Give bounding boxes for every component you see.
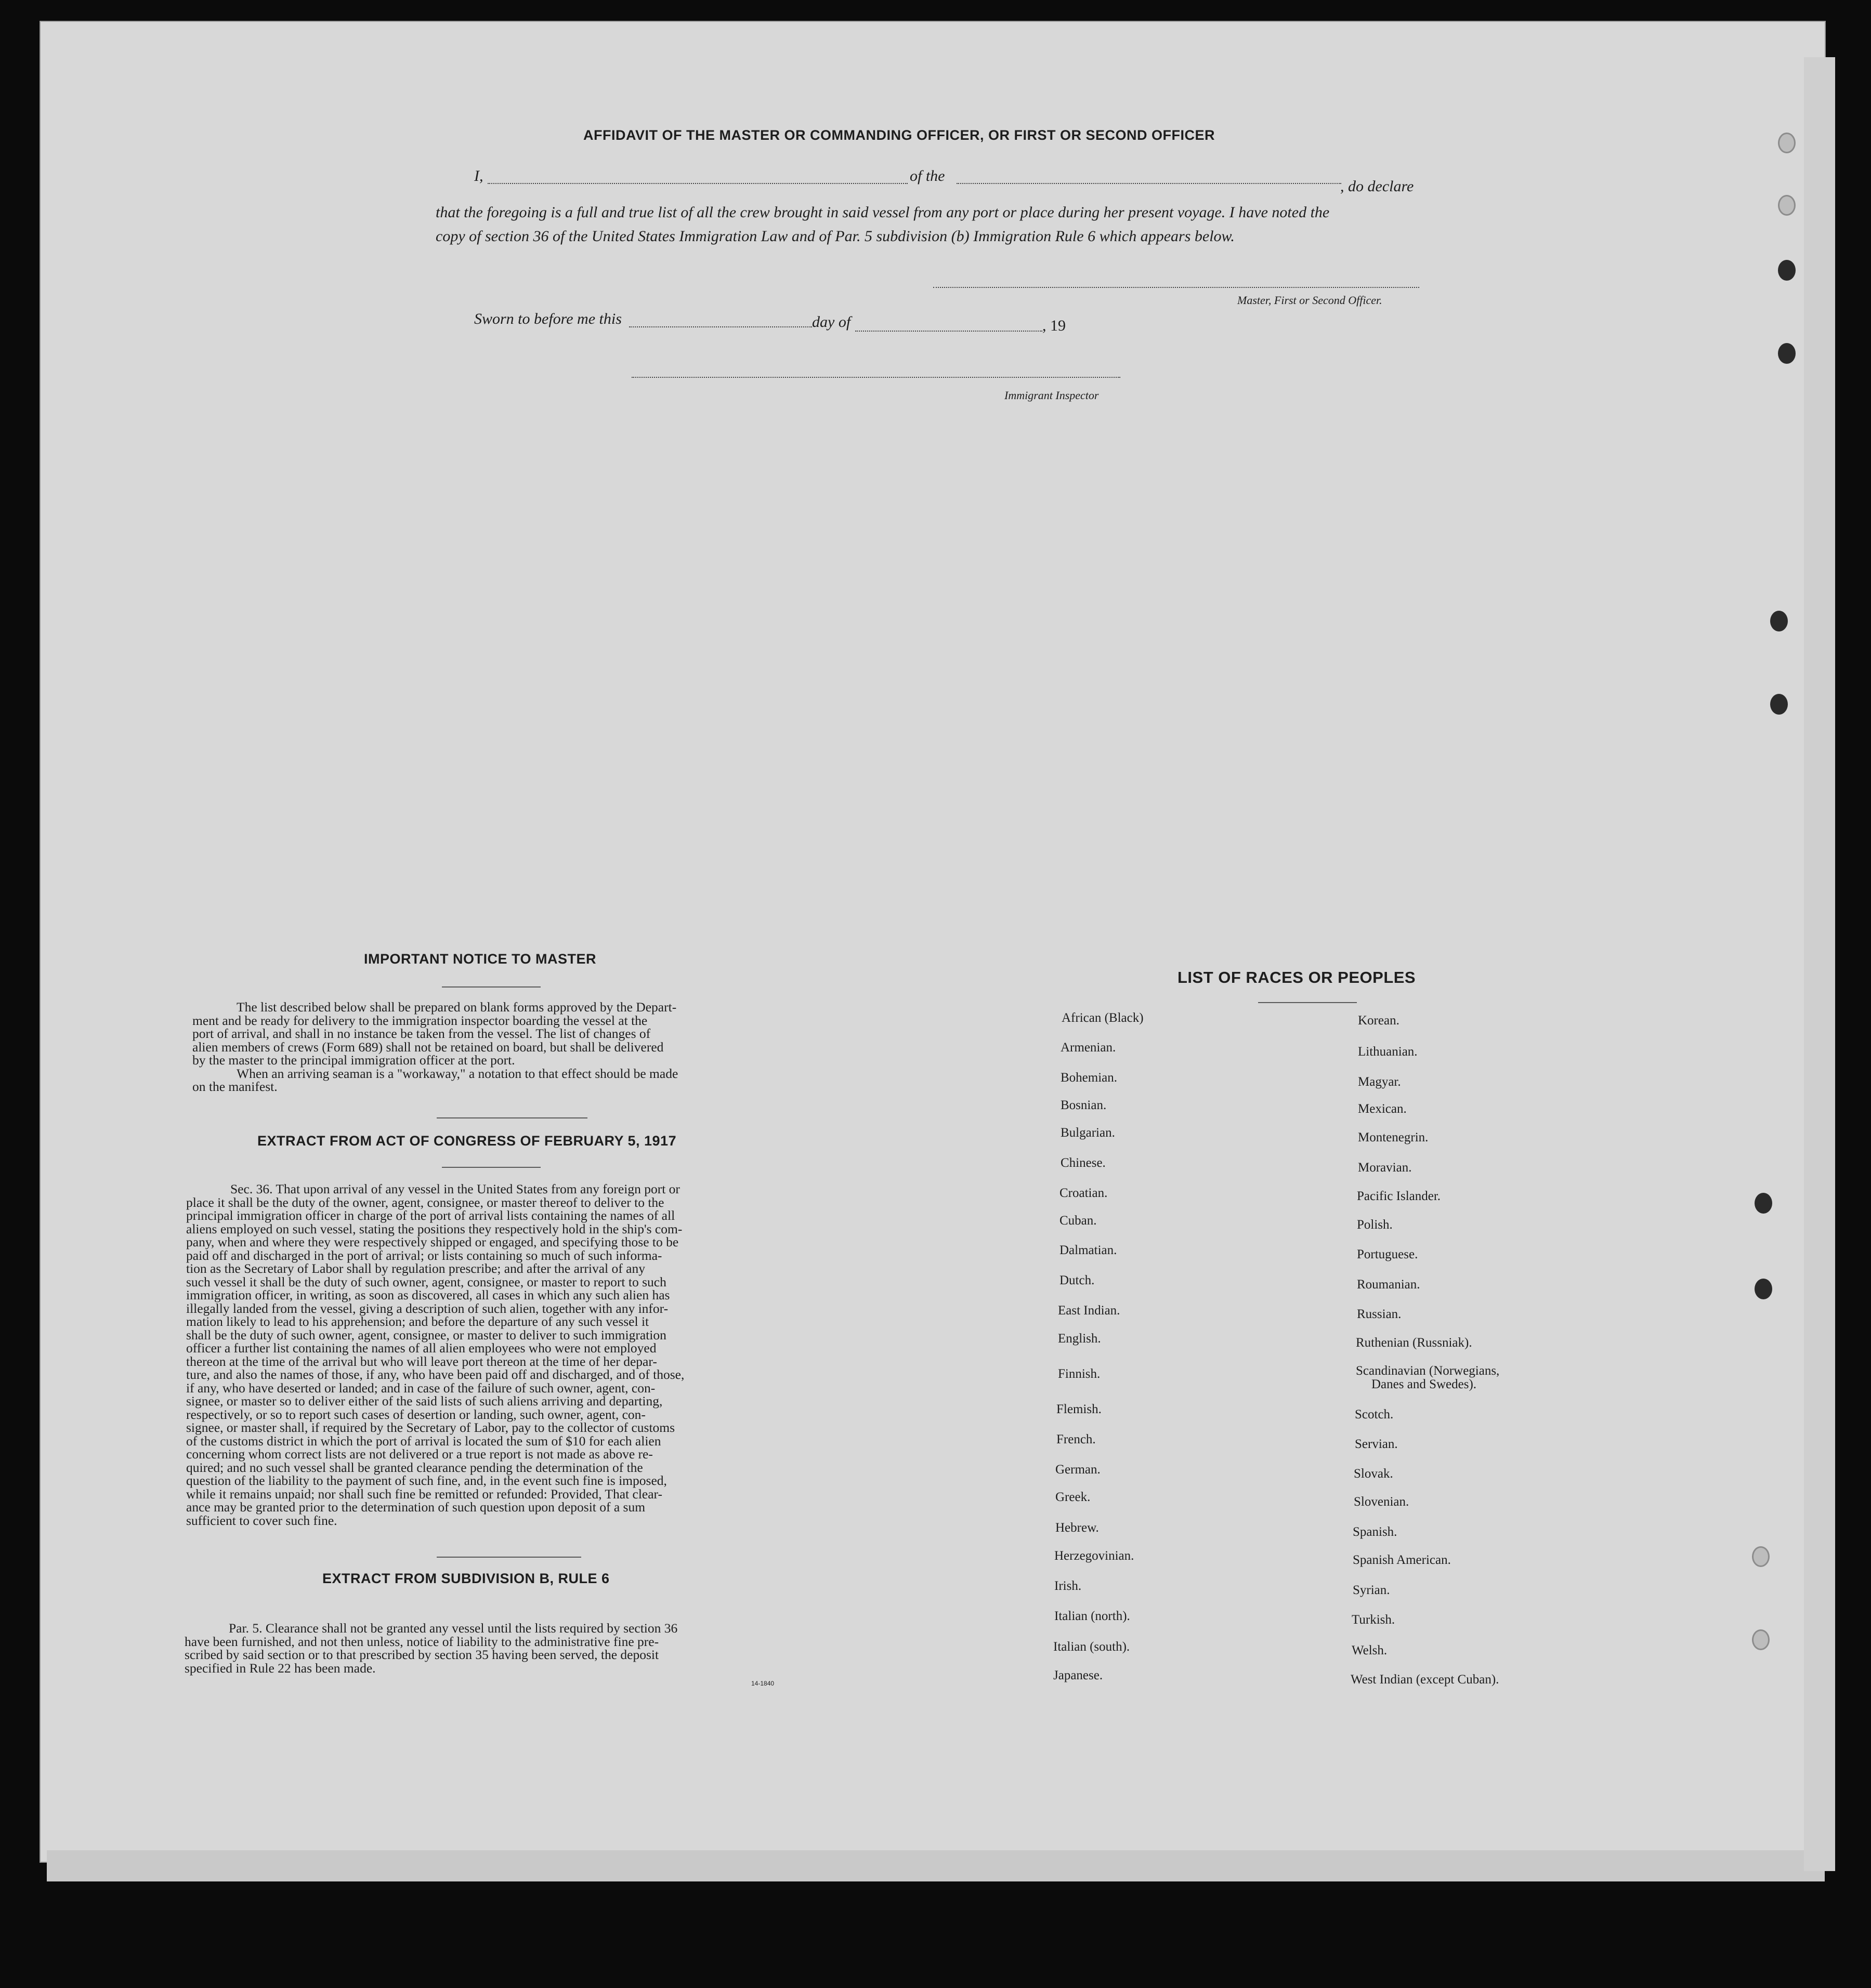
extract-rule-title: EXTRACT FROM SUBDIVISION B, RULE 6 <box>322 1571 610 1586</box>
extract-act-title: EXTRACT FROM ACT OF CONGRESS OF FEBRUARY 5, 1917 <box>257 1133 677 1149</box>
race-item: Scandinavian (Norwegians, <box>1356 1364 1500 1378</box>
act-line: ture, and also the names of those, if any, who have been paid off and discharged, and of those, <box>186 1367 685 1382</box>
act-line: ance may be granted prior to the determination of such question upon deposit of a sum <box>186 1499 646 1515</box>
race-item: French. <box>1056 1432 1096 1446</box>
notice-line: The list described below shall be prepared on blank forms approved by the Depart- <box>237 999 677 1015</box>
day-of-label: day of <box>812 313 851 331</box>
race-item: Mexican. <box>1358 1102 1407 1116</box>
race-item: Lithuanian. <box>1358 1045 1418 1059</box>
act-line: respectively, or so to report such cases of desertion or landing, such owner, agent, con- <box>186 1406 646 1422</box>
vessel-field-line <box>957 183 1341 184</box>
race-item: Irish. <box>1054 1579 1082 1593</box>
race-item: Polish. <box>1357 1218 1393 1232</box>
affidavit-line-3: copy of section 36 of the United States Immigration Law and of Par. 5 subdivision (b) Immigration Rule 6 which appears below. <box>436 228 1235 245</box>
race-item: Croatian. <box>1059 1186 1108 1200</box>
binder-hole-icon <box>1778 133 1796 153</box>
binder-hole-icon <box>1755 1193 1772 1214</box>
race-item: English. <box>1058 1332 1101 1346</box>
race-item: Herzegovinian. <box>1054 1549 1134 1563</box>
race-item: Italian (north). <box>1054 1609 1130 1623</box>
form-number: 14-1840 <box>751 1680 775 1687</box>
races-title: LIST OF RACES OR PEOPLES <box>1177 968 1416 986</box>
act-line: tion as the Secretary of Labor shall by regulation prescribe; and after the arrival of any <box>186 1261 645 1276</box>
race-item: Flemish. <box>1056 1402 1102 1416</box>
race-item: Russian. <box>1357 1307 1402 1321</box>
notice-body <box>192 1000 789 1094</box>
race-item: Korean. <box>1358 1013 1399 1028</box>
act-line: quired; and no such vessel shall be granted clearance pending the determination of the <box>186 1459 643 1475</box>
act-line: officer a further list containing the names of all alien employees who were not employed <box>186 1340 657 1355</box>
binder-hole-icon <box>1770 611 1788 631</box>
race-item: Slovenian. <box>1354 1495 1409 1509</box>
act-line: place it shall be the duty of the owner, agent, consignee, or master thereof to deliver to the <box>186 1194 664 1210</box>
notice-line: on the manifest. <box>192 1079 278 1094</box>
act-line: immigration officer, in writing, as soon as discovered, all cases in which any such alien has <box>186 1287 670 1302</box>
race-item: Greek. <box>1055 1490 1091 1504</box>
binder-hole-icon <box>1752 1546 1770 1567</box>
act-line: concerning whom correct lists are not delivered or a true report is not made as above re- <box>186 1446 653 1462</box>
race-item: Welsh. <box>1352 1643 1388 1657</box>
race-item: Servian. <box>1355 1437 1398 1451</box>
act-line: Sec. 36. That upon arrival of any vessel in the United States from any foreign port or <box>230 1181 680 1196</box>
binder-hole-icon <box>1778 195 1796 216</box>
act-line: illegally landed from the vessel, giving a description of such alien, together with any infor- <box>186 1300 669 1316</box>
binder-hole-icon <box>1752 1629 1770 1650</box>
document-page <box>41 22 1825 1862</box>
notice-line: by the master to the principal immigration officer at the port. <box>192 1052 515 1068</box>
sworn-month-line <box>855 331 1042 332</box>
race-item: Spanish. <box>1353 1525 1397 1539</box>
race-item: Scotch. <box>1355 1407 1394 1421</box>
act-line: signee, or master so to deliver either of the said lists of such aliens arriving and departing, <box>186 1393 663 1408</box>
race-item: Dutch. <box>1059 1273 1095 1287</box>
race-item: Turkish. <box>1352 1613 1395 1627</box>
race-item: Hebrew. <box>1055 1521 1099 1535</box>
race-item: Pacific Islander. <box>1357 1189 1441 1203</box>
race-item: Ruthenian (Russniak). <box>1356 1336 1472 1350</box>
name-field-line <box>488 183 908 184</box>
sworn-day-line <box>629 326 812 327</box>
rule-line: scribed by said section or to that prescribed by section 35 having been served, the deposit <box>185 1647 659 1662</box>
race-item: Danes and Swedes). <box>1371 1377 1477 1391</box>
binder-hole-icon <box>1778 343 1796 364</box>
binder-hole-icon <box>1755 1279 1772 1299</box>
act-line: if any, who have deserted or landed; and in case of the failure of such owner, agent, con- <box>186 1380 656 1395</box>
notice-title-rule <box>442 986 541 988</box>
act-line: principal immigration officer in charge of the port of arrival lists containing the names of all <box>186 1208 675 1223</box>
act-line: sufficient to cover such fine. <box>186 1512 337 1528</box>
race-item: Japanese. <box>1053 1668 1103 1682</box>
race-item: Syrian. <box>1353 1583 1390 1597</box>
race-item: Portuguese. <box>1357 1247 1418 1261</box>
race-item: Spanish American. <box>1353 1553 1451 1567</box>
race-item: Slovak. <box>1354 1467 1393 1481</box>
race-item: Moravian. <box>1358 1161 1412 1175</box>
affidavit-line-2: that the foregoing is a full and true list of all the crew brought in said vessel from any port or place during her present voyage. I have noted the <box>436 204 1330 221</box>
race-item: Bohemian. <box>1061 1071 1118 1085</box>
act-line: shall be the duty of such owner, agent, consignee, or master to deliver to such immigration <box>186 1327 666 1342</box>
race-item: Roumanian. <box>1357 1278 1420 1292</box>
section-divider <box>437 1117 587 1118</box>
affidavit-do-declare: , do declare <box>1340 178 1414 195</box>
sworn-label: Sworn to before me this <box>474 310 622 327</box>
inspector-signature-line <box>632 377 1120 378</box>
race-item: Magyar. <box>1358 1075 1401 1089</box>
races-title-rule <box>1258 1002 1357 1003</box>
act-line: paid off and discharged in the port of arrival; or lists containing so much of such informa- <box>186 1247 662 1263</box>
act-line: thereon at the time of the arrival but who will leave port thereon at the time of her depar- <box>186 1353 657 1369</box>
page-edge-right <box>1804 57 1835 1871</box>
notice-line: alien members of crews (Form 689) shall not be retained on board, but shall be delivered <box>192 1039 664 1055</box>
race-item: German. <box>1055 1463 1101 1477</box>
race-item: East Indian. <box>1058 1304 1120 1318</box>
affidavit-of-the-label: of the <box>910 167 945 185</box>
race-item: Italian (south). <box>1053 1640 1130 1654</box>
extract-act-body <box>186 1182 787 1527</box>
race-item: Montenegrin. <box>1358 1130 1429 1144</box>
race-item: Chinese. <box>1061 1156 1106 1170</box>
act-line: aliens employed on such vessel, stating the positions they respectively hold in the ship's com- <box>186 1221 683 1236</box>
page-edge-bottom <box>47 1850 1825 1881</box>
act-line: mation likely to lead to his apprehension; and before the departure of any such vessel it <box>186 1314 649 1329</box>
act-line: signee, or master shall, if required by the Secretary of Labor, pay to the collector of customs <box>186 1420 675 1435</box>
race-item: Bulgarian. <box>1061 1126 1115 1140</box>
race-item: African (Black) <box>1062 1011 1144 1025</box>
rule-line: specified in Rule 22 has been made. <box>185 1660 376 1676</box>
rule-line: have been furnished, and not then unless, notice of liability to the administrative fine pre- <box>185 1634 659 1649</box>
race-item: Cuban. <box>1059 1214 1097 1228</box>
act-line: question of the liability to the payment of such fine, and, in the event such fine is imposed, <box>186 1473 667 1488</box>
act-line: while it remains unpaid; nor shall such fine be remitted or refunded: Provided, That clear- <box>186 1486 663 1502</box>
officer-signature-line <box>933 287 1419 288</box>
act-line: of the customs district in which the port of arrival is located the sum of $10 for each alien <box>186 1433 661 1449</box>
year-prefix: , 19 <box>1042 317 1066 334</box>
race-item: Dalmatian. <box>1059 1243 1117 1257</box>
extract-rule-body <box>185 1622 781 1675</box>
section-divider <box>437 1557 581 1558</box>
rule-line: Par. 5. Clearance shall not be granted any vessel until the lists required by section 36 <box>229 1621 678 1636</box>
notice-line: ment and be ready for delivery to the immigration inspector boarding the vessel at the <box>192 1012 648 1028</box>
officer-caption: Master, First or Second Officer. <box>1237 294 1382 307</box>
race-item: Finnish. <box>1058 1367 1101 1381</box>
race-item: Bosnian. <box>1061 1098 1107 1112</box>
binder-hole-icon <box>1770 694 1788 715</box>
inspector-caption: Immigrant Inspector <box>1004 389 1099 402</box>
race-item: West Indian (except Cuban). <box>1351 1673 1499 1687</box>
notice-line: When an arriving seaman is a "workaway," a notation to that effect should be made <box>237 1065 678 1081</box>
act-line: pany, when and where they were respectively shipped or engaged, and specifying those to be <box>186 1234 679 1249</box>
race-item: Armenian. <box>1061 1041 1116 1055</box>
extract-act-title-rule <box>442 1167 541 1168</box>
binder-hole-icon <box>1778 260 1796 281</box>
notice-line: port of arrival, and shall in no instance be taken from the vessel. The list of changes of <box>192 1026 651 1041</box>
act-line: such vessel it shall be the duty of such owner, agent, consignee, or master to report to such <box>186 1274 666 1289</box>
notice-title: IMPORTANT NOTICE TO MASTER <box>364 951 596 967</box>
affidavit-i-label: I, <box>474 167 483 185</box>
affidavit-title: AFFIDAVIT OF THE MASTER OR COMMANDING OFFICER, OR FIRST OR SECOND OFFICER <box>583 127 1215 143</box>
